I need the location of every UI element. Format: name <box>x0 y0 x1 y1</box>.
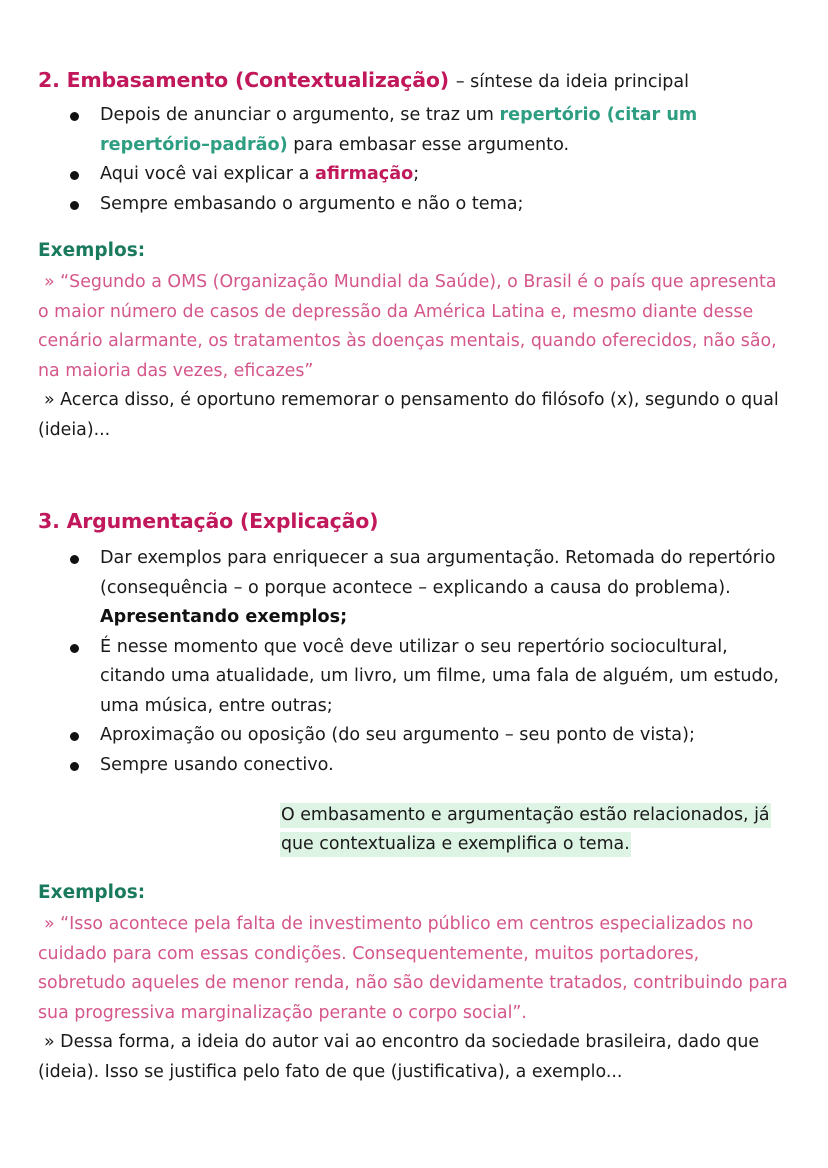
example-quote <box>38 910 790 1028</box>
section-2-number: 2. <box>38 68 60 92</box>
section-3-number: 3. <box>38 509 60 533</box>
example-marker: » <box>44 390 61 410</box>
bullet-list <box>38 544 790 780</box>
section-3-title: Argumentação (Explicação) <box>66 509 379 533</box>
example-text: Acerca disso, é oportuno rememorar o pensamento do filósofo (x), segundo o qual (ideia)... <box>38 390 779 440</box>
section-2-subtitle: – síntese da ideia principal <box>455 72 690 92</box>
section-2-title: Embasamento (Contextualização) <box>66 68 449 92</box>
list-item: Depois de anunciar o argumento, se traz um repertório (citar um repertório–padrão) para embasar esse argumento. <box>38 101 790 160</box>
list-item: Sempre embasando o argumento e não o tema; <box>38 190 790 220</box>
section-3-examples <box>38 910 790 1087</box>
section-argumentacao <box>38 509 790 534</box>
list-item: Dar exemplos para enriquecer a sua argumentação. Retomada do repertório (consequência – o porque acontece – explicando a causa do problema). <box>38 544 790 603</box>
section-2-examples <box>38 268 790 445</box>
exemplos-label: Exemplos: <box>38 240 146 261</box>
example-text: “Segundo a OMS (Organização Mundial da Saúde), o Brasil é o país que apresenta o maior número de casos de depressão da América Latina e, mesmo diante desse cenário alarmante, os tratamentos às doenças mentais, quando oferecidos, não são, na maioria das vezes, eficazes” <box>38 272 777 381</box>
section-3-exemplos <box>38 882 790 904</box>
emphasis-text: afirmação <box>315 164 414 184</box>
section-2-exemplos <box>38 240 790 262</box>
list-item-subnote <box>38 603 790 633</box>
callout-highlight <box>280 801 780 859</box>
emphasis-text: Apresentando exemplos; <box>100 607 348 627</box>
list-item: Aproximação ou oposição (do seu argumento – seu ponto de vista); <box>38 721 790 751</box>
emphasis-text: repertório (citar um repertório–padrão) <box>100 105 698 155</box>
section-3-heading <box>38 509 790 534</box>
section-embasamento <box>38 68 790 93</box>
example-quote <box>38 268 790 386</box>
exemplos-label: Exemplos: <box>38 882 146 903</box>
list-item: Aqui você vai explicar a afirmação; <box>38 160 790 190</box>
example-note <box>38 1028 790 1087</box>
section-3-bullet-list <box>38 544 790 780</box>
example-note <box>38 386 790 445</box>
bullet-list <box>38 101 790 219</box>
example-marker: » <box>44 1032 61 1052</box>
example-marker: » <box>44 272 61 292</box>
example-text: Dessa forma, a ideia do autor vai ao encontro da sociedade brasileira, dado que (ideia). Isso se justifica pelo fato de que (justificativa), a exemplo... <box>38 1032 760 1082</box>
section-2-heading <box>38 68 790 93</box>
list-item: É nesse momento que você deve utilizar o seu repertório sociocultural, citando uma atualidade, um livro, um filme, uma fala de alguém, um estudo, uma música, entre outras; <box>38 633 790 722</box>
list-item: Sempre usando conectivo. <box>38 751 790 781</box>
example-text: “Isso acontece pela falta de investimento público em centros especializados no cuidado para com essas condições. Consequentemente, muitos portadores, sobretudo aqueles de menor renda, não são devidamente tratados, contribuindo para sua progressiva marginalização perante o corpo social”. <box>38 914 788 1023</box>
example-marker: » <box>44 914 61 934</box>
callout-text: O embasamento e argumentação estão relacionados, já que contextualiza e exemplifica o tema. <box>280 803 771 857</box>
section-2-bullet-list <box>38 101 790 219</box>
